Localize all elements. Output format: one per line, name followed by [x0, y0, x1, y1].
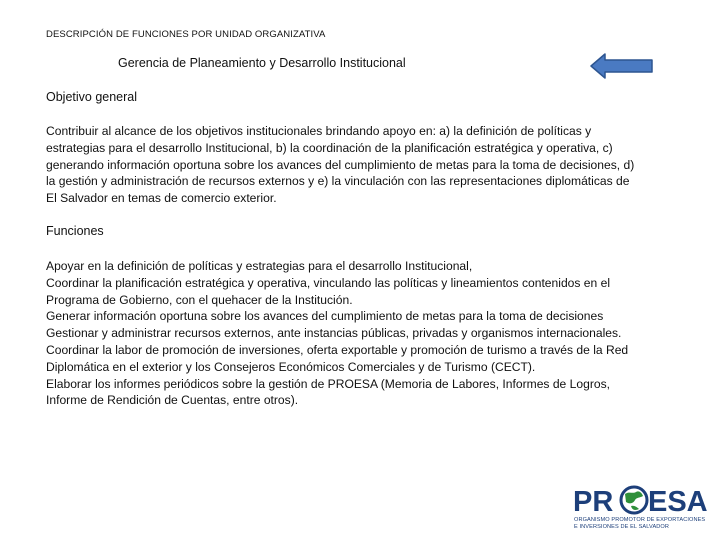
function-line: Generar información oportuna sobre los avances del cumplimiento de metas para la toma de decisiones — [46, 309, 604, 324]
logo-tagline-line: E INVERSIONES DE EL SALVADOR — [574, 524, 670, 530]
proesa-logo — [573, 482, 713, 538]
document-header: DESCRIPCIÓN DE FUNCIONES POR UNIDAD ORGANIZATIVA — [46, 29, 326, 40]
svg-text:PR: PR — [573, 486, 614, 516]
function-line: Apoyar en la definición de políticas y estrategias para el desarrollo Institucional, — [46, 259, 473, 273]
objective-line: estrategias para el desarrollo Institucional, b) la coordinación de la planificación estratégica y operativa, c) — [46, 140, 613, 155]
objective-line: El Salvador en temas de comercio exterior. — [46, 191, 277, 206]
function-line: Diplomática en el exterior y los Consejeros Económicos Comerciales y de Turismo (CECT). — [46, 359, 536, 374]
objective-line: la gestión y administración de recursos externos y e) la vinculación con las representaciones diplomáticas de — [46, 174, 630, 189]
function-line: Programa de Gobierno, con el quehacer de la Institución. — [46, 292, 353, 307]
left-arrow-icon[interactable] — [589, 51, 655, 81]
objective-heading: Objetivo general — [46, 90, 138, 104]
function-line: Coordinar la planificación estratégica y operativa, vinculando las políticas y lineamientos contenidos en el — [46, 275, 611, 290]
svg-text:ESA: ESA — [648, 486, 708, 516]
objective-text — [46, 123, 676, 207]
unit-title: Gerencia de Planeamiento y Desarrollo Institucional — [118, 56, 406, 70]
functions-list — [46, 258, 676, 409]
logo-tagline-line: ORGANISMO PROMOTOR DE EXPORTACIONES — [574, 517, 706, 523]
proesa-wordmark — [573, 482, 713, 516]
function-line: Elaborar los informes periódicos sobre la gestión de PROESA (Memoria de Labores, Informes de Logros, — [46, 376, 610, 391]
logo-tagline — [574, 517, 705, 531]
objective-line: generando información oportuna sobre los avances del cumplimiento de metas para la toma de decisiones, d) — [46, 157, 635, 172]
objective-line: Contribuir al alcance de los objetivos institucionales brindando apoyo en: a) la definición de políticas y — [46, 124, 592, 138]
function-line: Gestionar y administrar recursos externos, ante instancias públicas, privadas y organismos internacionales. — [46, 326, 622, 341]
function-line: Informe de Rendición de Cuentas, entre otros). — [46, 393, 299, 408]
globe-icon — [621, 487, 647, 513]
functions-heading: Funciones — [46, 224, 104, 238]
function-line: Coordinar la labor de promoción de inversiones, oferta exportable y promoción de turismo a través de la Red — [46, 342, 629, 357]
